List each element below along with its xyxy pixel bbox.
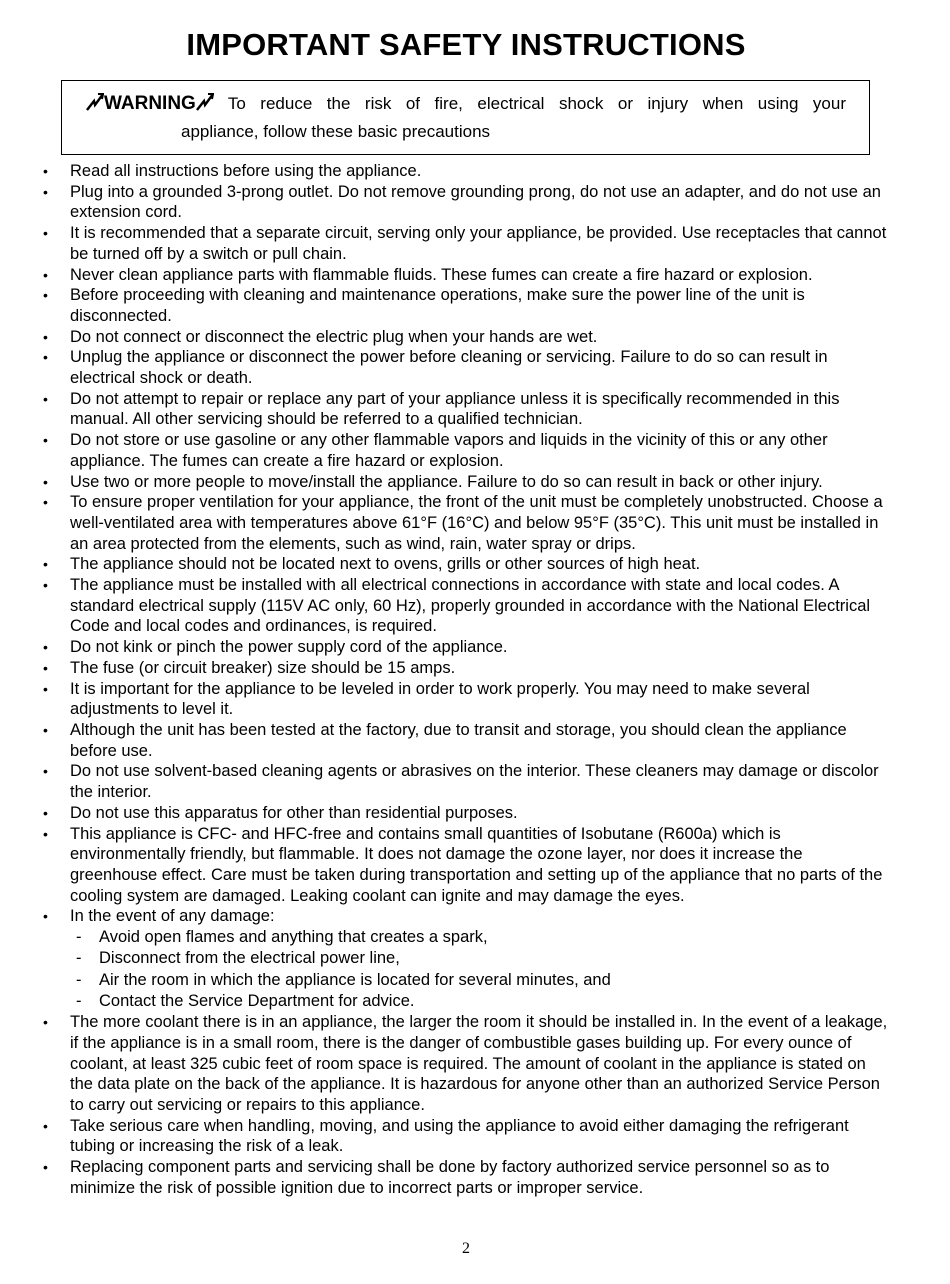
- list-item-text: Do not kink or pinch the power supply cord of the appliance.: [70, 638, 508, 657]
- list-item-text: In the event of any damage:: [70, 907, 275, 926]
- list-item-text: Plug into a grounded 3-prong outlet. Do not remove grounding prong, do not use an adapter, and do not use an extension cord.: [70, 182, 881, 222]
- page-number: 2: [462, 1240, 470, 1257]
- bullet-icon: •: [43, 825, 48, 842]
- sub-list-item: [0, 991, 888, 1012]
- bullet-icon: •: [43, 287, 48, 304]
- list-item: [0, 1012, 888, 1116]
- lightning-bolt-icon: [196, 93, 214, 111]
- list-item-text: Do not use solvent-based cleaning agents or abrasives on the interior. These cleaners may damage or discolor the interior.: [70, 762, 879, 802]
- dash-marker: -: [76, 991, 82, 1010]
- list-item: [0, 327, 888, 348]
- list-item: [0, 575, 888, 637]
- list-item: [0, 472, 888, 493]
- list-item-text: The appliance should not be located next to ovens, grills or other sources of high heat.: [70, 555, 701, 574]
- list-item-text: The more coolant there is in an appliance, the larger the room it should be installed in. In the event of a leakage, if the appliance is in a small room, there is the danger of combustible gases building up. For every ounce of coolant, at least 325 cubic feet of room space is required. The amount of coolant in the appliance is stated on the data plate on the back of the appliance. It is hazardous for anyone other than an authorized Service Person to carry out servicing or repairs to this appliance.: [70, 1013, 888, 1115]
- bullet-icon: •: [43, 639, 48, 656]
- list-item-text: Before proceeding with cleaning and maintenance operations, make sure the power line of the unit is disconnected.: [70, 286, 805, 325]
- list-item: [0, 430, 888, 471]
- list-item-text: It is recommended that a separate circuit, serving only your appliance, be provided. Use receptacles that cannot be turned off by a switch or pull chain.: [70, 224, 887, 263]
- list-item: [0, 720, 888, 761]
- bullet-icon: •: [43, 349, 48, 366]
- list-item-text: Do not attempt to repair or replace any part of your appliance unless it is specifically recommended in this manual. All other servicing should be referred to a qualified technician.: [70, 389, 840, 429]
- bullet-icon: •: [43, 721, 48, 738]
- list-item: [0, 679, 888, 720]
- dash-marker: -: [76, 949, 82, 968]
- list-item: [0, 824, 888, 907]
- sub-list-item-text: Disconnect from the electrical power line,: [99, 949, 400, 968]
- bullet-icon: •: [43, 680, 48, 697]
- list-item-text: The fuse (or circuit breaker) size should be 15 amps.: [70, 658, 456, 677]
- list-item: [0, 1116, 888, 1157]
- bullet-icon: •: [43, 473, 48, 490]
- list-item: [0, 1157, 888, 1198]
- warning-box: [61, 80, 870, 155]
- warning-text-line1: To reduce the risk of fire, electrical shock or injury when using your: [227, 94, 846, 113]
- warning-line: [86, 92, 846, 116]
- bullet-icon: •: [43, 804, 48, 821]
- list-item: [0, 182, 888, 223]
- list-item-text: Do not store or use gasoline or any other flammable vapors and liquids in the vicinity of this or any other appliance. The fumes can create a fire hazard or explosion.: [70, 431, 828, 470]
- list-item-text: To ensure proper ventilation for your appliance, the front of the unit must be completely unobstructed. Choose a well-ventilated area with temperatures above 61°F (16°C) and below 95°F (35°C). This unit must be installed in an area protected from the elements, such as wind, rain, water spray or drips.: [70, 493, 883, 553]
- list-item-text: Take serious care when handling, moving, and using the appliance to avoid either damaging the refrigerant tubing or increasing the risk of a leak.: [70, 1116, 849, 1156]
- list-item: [0, 161, 888, 182]
- bullet-icon: •: [43, 163, 48, 179]
- bullet-icon: •: [43, 390, 48, 407]
- bullet-icon: •: [43, 908, 48, 925]
- bullet-icon: •: [43, 1159, 48, 1176]
- sub-list-item: [0, 948, 888, 969]
- list-item-text: Use two or more people to move/install the appliance. Failure to do so can result in back or other injury.: [70, 472, 823, 491]
- list-item-text: The appliance must be installed with all electrical connections in accordance with state and local codes. A standard electrical supply (115V AC only, 60 Hz), properly grounded in accordance with the National Electrical Code and local codes and ordinances, is required.: [70, 576, 871, 636]
- sub-list-item: [0, 970, 888, 991]
- list-item: [0, 658, 888, 679]
- list-item: [0, 265, 888, 286]
- sub-list-item: [0, 927, 888, 948]
- list-item-text: Unplug the appliance or disconnect the power before cleaning or servicing. Failure to do so can result in electrical shock or death.: [70, 348, 828, 388]
- warning-text-line2: appliance, follow these basic precautions: [181, 122, 491, 141]
- dash-marker: -: [76, 970, 82, 989]
- bullet-icon: •: [43, 1117, 48, 1134]
- bullet-icon: •: [43, 225, 48, 242]
- bullet-icon: •: [43, 556, 48, 573]
- bullet-icon: •: [43, 183, 48, 200]
- list-item-text: Although the unit has been tested at the factory, due to transit and storage, you should clean the appliance before use.: [70, 720, 847, 760]
- bullet-icon: •: [43, 328, 48, 345]
- sub-list-item-text: Contact the Service Department for advice.: [99, 991, 415, 1010]
- sub-list-item-text: Air the room in which the appliance is located for several minutes, and: [99, 970, 611, 989]
- list-item: [0, 637, 888, 658]
- list-item: [0, 554, 888, 575]
- sub-list-item-text: Avoid open flames and anything that creates a spark,: [99, 928, 488, 947]
- dash-marker: -: [76, 928, 82, 947]
- list-item-text: Do not use this apparatus for other than residential purposes.: [70, 803, 518, 822]
- list-item: [0, 906, 888, 927]
- warning-label-group: [86, 92, 214, 116]
- list-item-text: It is important for the appliance to be leveled in order to work properly. You may need to make several adjustments to level it.: [70, 679, 810, 719]
- list-item-text: Replacing component parts and servicing shall be done by factory authorized service personnel so as to minimize the risk of possible ignition due to incorrect parts or improper service.: [70, 1158, 830, 1197]
- list-item-text: Do not connect or disconnect the electric plug when your hands are wet.: [70, 327, 598, 346]
- bullet-icon: •: [43, 432, 48, 449]
- list-item-text: This appliance is CFC- and HFC-free and contains small quantities of Isobutane (R600a) which is environmentally friendly, but flammable. It does not damage the ozone layer, nor does it increase the greenhouse effect. Care must be taken during transportation and setting up of the appliance that no parts of the cooling system are damaged. Leaking coolant can ignite and may damage the eyes.: [70, 824, 883, 905]
- list-item: [0, 347, 888, 388]
- page-title: IMPORTANT SAFETY INSTRUCTIONS: [186, 27, 746, 62]
- list-item: [0, 223, 888, 264]
- list-item: [0, 285, 888, 326]
- bullet-icon: •: [43, 494, 48, 511]
- list-item: [0, 389, 888, 430]
- lightning-bolt-icon: [86, 93, 104, 111]
- bullet-icon: •: [43, 1014, 48, 1031]
- list-item: [0, 492, 888, 554]
- list-item: [0, 761, 888, 802]
- bullet-icon: •: [43, 659, 48, 676]
- safety-instructions-list: [0, 161, 950, 1199]
- bullet-icon: •: [43, 577, 48, 594]
- bullet-icon: •: [43, 763, 48, 780]
- bullet-icon: •: [43, 266, 48, 283]
- list-item-text: Never clean appliance parts with flammable fluids. These fumes can create a fire hazard or explosion.: [70, 265, 813, 284]
- list-item-text: Read all instructions before using the appliance.: [70, 162, 422, 180]
- list-item: [0, 803, 888, 824]
- warning-label: WARNING: [104, 93, 196, 114]
